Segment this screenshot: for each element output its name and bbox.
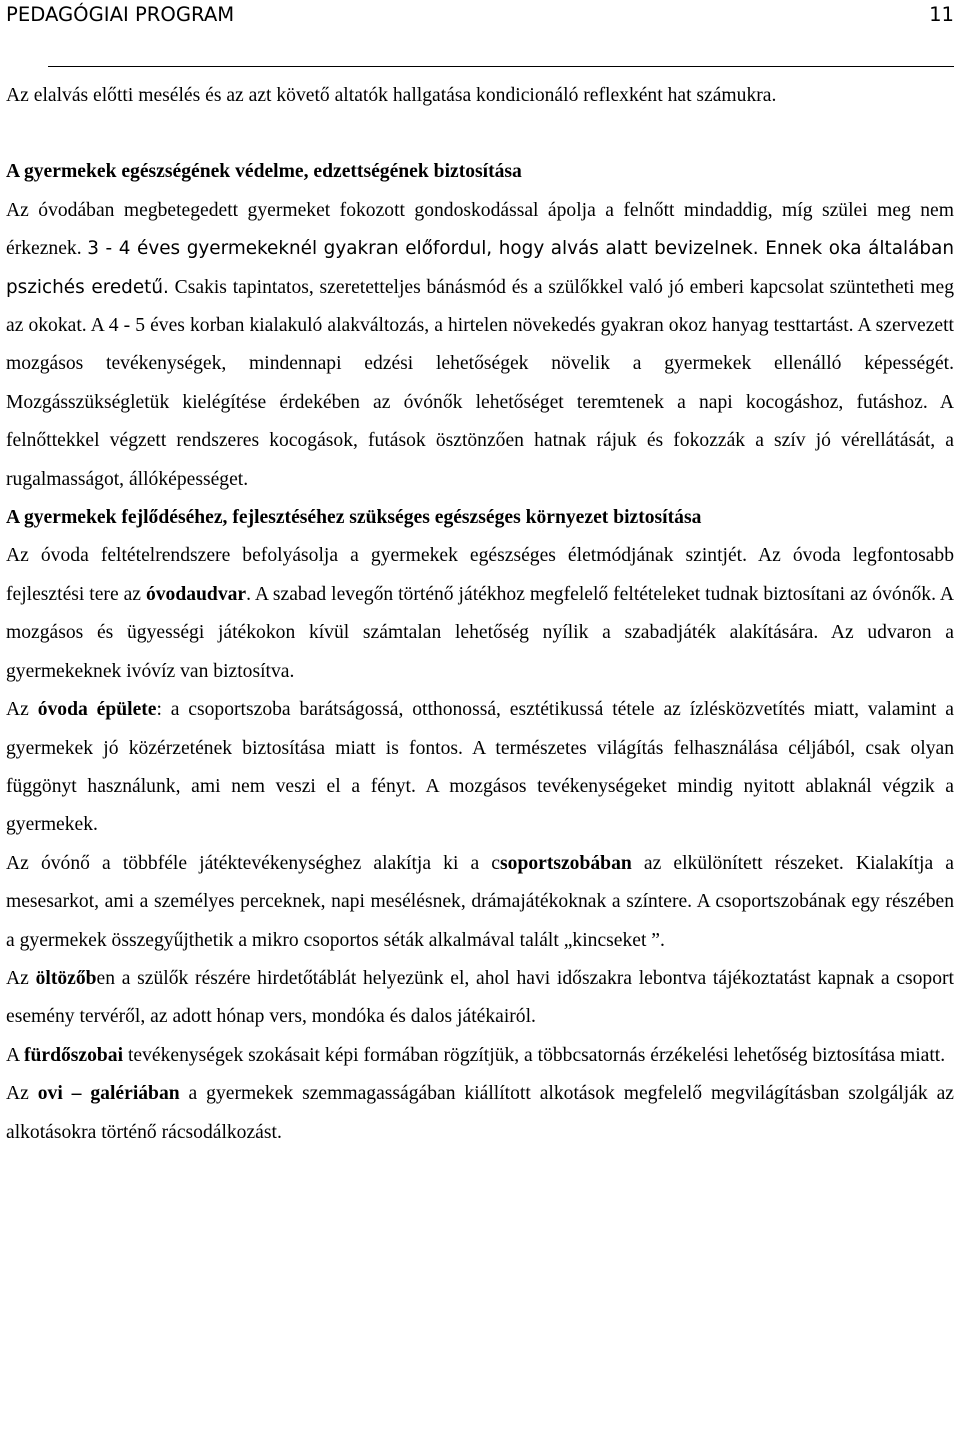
gallery-bold: ovi – galériában: [37, 1083, 180, 1105]
gallery-text-before: Az: [6, 1083, 38, 1105]
cloakroom-bold: öltözőb: [35, 967, 97, 989]
group-room-text-before: Az óvónő a többféle játéktevékenységhez alakítja ki a c: [6, 852, 501, 874]
paragraph-health: [6, 192, 954, 499]
document-page: [6, 0, 954, 1143]
gallery-text-after: a gyermekek szemmagasságában kiállított alkotások megfelelő megvilágításban szolgálják az alkotásokra történő rácsodálkozást.: [6, 1083, 954, 1143]
bathroom-text-before: A: [6, 1044, 24, 1066]
health-text-b: 3 - 4 éves gyermekeknél gyakran előfordul, hogy alvás alatt bevizelnek. Ennek oka általában pszichés eredetű.: [6, 238, 954, 298]
health-text-c: Csakis tapintatos, szeretetteljes bánásmód és a szülőkkel való jó emberi kapcsolat szüntetheti meg az okokat. A 4 - 5 éves korban kialakuló alakváltozás, a hirtelen növekedés gyakran okoz hanyag testtartást. A szervezett mozgásos tevékenységek, mindennapi edzési lehetőségek növelik a gyermekek ellenálló képességét. Mozgásszükségletük kielégítése érdekében az óvónők lehetőséget teremtenek a napi kocogáshoz, futáshoz. A felnőttekkel végzett rendszeres kocogások, futások ösztönzően hatnak rájuk és fokozzák a szív jó vérellátását, a rugalmasságot, állóképességet.: [6, 276, 954, 490]
section-heading-health: A gyermekek egészségének védelme, edzettségének biztosítása: [6, 161, 522, 183]
building-bold: óvoda épülete: [37, 699, 157, 721]
spacer: [6, 115, 954, 153]
yard-text-after: . A szabad levegőn történő játékhoz megfelelő feltételeket tudnak biztosítani az óvónők. A mozgásos és ügyességi játékokon kívül számtalan lehetőség nyílik a szabadjáték alakítására. Az udvaron a gyermekeknek ivóvíz van biztosítva.: [6, 583, 954, 682]
paragraph-building: [6, 691, 954, 845]
page-number: 11: [929, 3, 954, 26]
paragraph-gallery: [6, 1075, 954, 1152]
group-room-text-after: az elkülönített részeket. Kialakítja a mesesarkot, ami a személyes perceknek, napi mesélésnek, drámajátékoknak a színtere. A csoportszobának egy részében a gyermekek összegyűjthetik a mikro csoportos séták alkalmával talált „kincseket ”.: [6, 852, 954, 951]
page-header: [6, 0, 954, 42]
building-text-after: : a csoportszoba barátságossá, otthonossá, esztétikussá tétele az ízlésközvetítés miatt, valamint a gyermekek jó közérzetének biztosítása miatt is fontos. A természetes világítás felhasználása céljából, csak olyan függönyt használunk, ami nem veszi el a fényt. A mozgásos tevékenységeket mindig nyitott ablaknál végzik a gyermekek.: [6, 699, 954, 836]
header-title: PEDAGÓGIAI PROGRAM: [6, 3, 235, 26]
cloakroom-text-before: Az: [6, 967, 36, 989]
paragraph-bathroom: [6, 1037, 954, 1075]
paragraph-group-room: [6, 845, 954, 960]
document-body: [6, 77, 954, 1152]
header-rule: [48, 66, 954, 67]
paragraph-bedtime: Az elalvás előtti mesélés és az azt követő altatók hallgatása kondicionáló reflexként hat számukra.: [6, 85, 777, 106]
cloakroom-text-after: en a szülők részére hirdetőtáblát helyezünk el, ahol havi időszakra lebontva tájékoztatást kapnak a csoport esemény tervéről, az adott hónap vers, mondóka és dalos játékairól.: [6, 967, 954, 1028]
paragraph-cloakroom: [6, 960, 954, 1037]
paragraph-yard: [6, 537, 954, 691]
group-room-bold: soportszobában: [500, 852, 632, 874]
yard-bold: óvodaudvar: [145, 583, 247, 605]
yard-text-before: Az óvoda feltételrendszere befolyásolja a gyermekek egészséges életmódjának szintjét. Az óvoda legfontosabb fejlesztési tere az: [6, 545, 954, 605]
health-text-a: Az óvodában megbetegedett gyermeket fokozott gondoskodással ápolja a felnőtt mindaddig, míg szülei meg nem érkeznek.: [6, 199, 954, 260]
bathroom-text-after: tevékenységek szokásait képi formában rögzítjük, a többcsatornás érzékelési lehetőség biztosítása miatt.: [123, 1044, 946, 1066]
section-heading-environment: A gyermekek fejlődéséhez, fejlesztéséhez szükséges egészséges környezet biztosítása: [6, 507, 702, 529]
bathroom-bold: fürdőszobai: [23, 1044, 124, 1066]
building-text-before: Az: [6, 699, 38, 721]
